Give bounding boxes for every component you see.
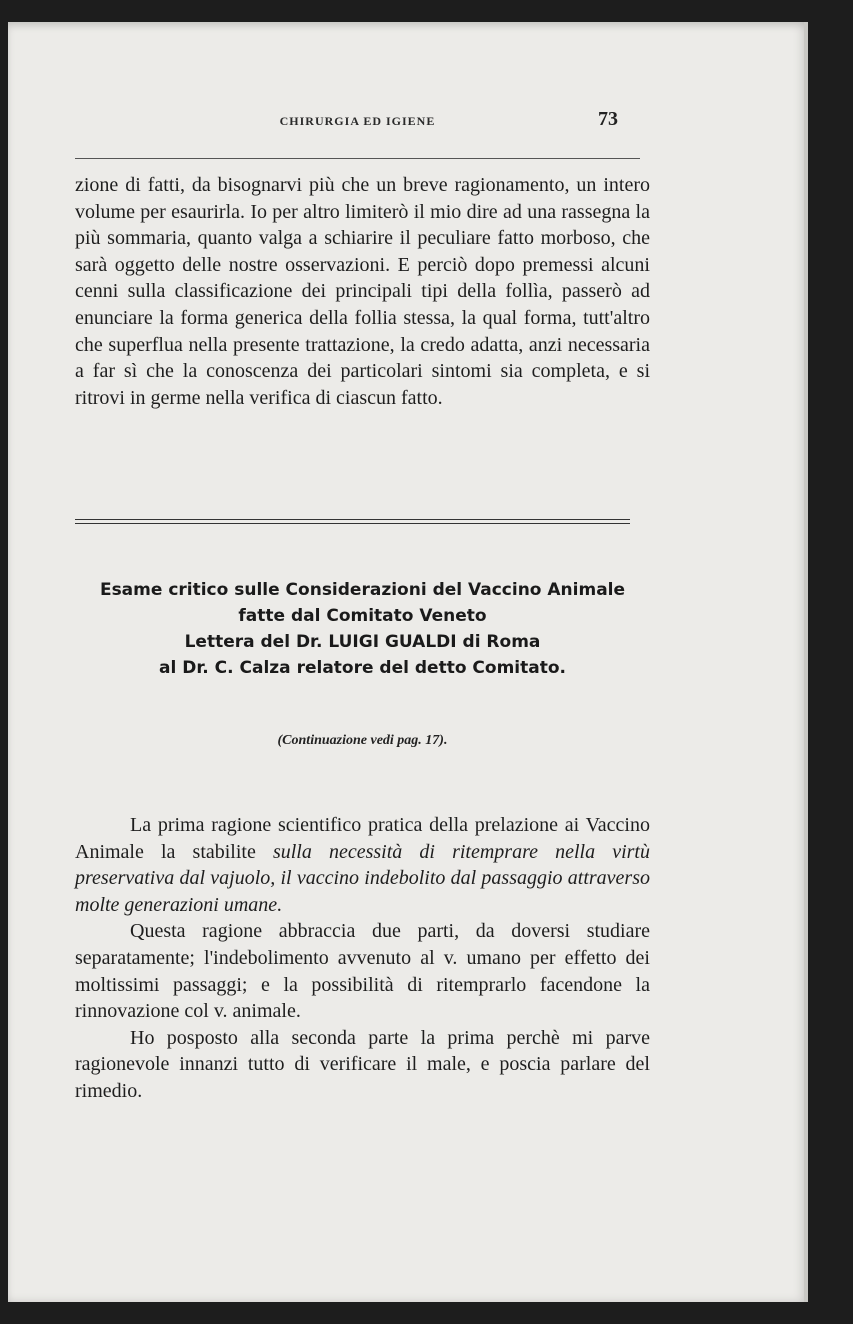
- running-head: CHIRURGIA ED IGIENE: [279, 114, 436, 128]
- title-line-2: fatte dal Comitato Veneto: [238, 606, 487, 626]
- body-paragraph-1-italic: sulla necessità di ritemprare nella virtù preservativa dal vajuolo, il vaccino indebolito dal passaggio attraverso molte generazioni umane.: [75, 840, 650, 916]
- body-paragraph-1-text: La prima ragione scientifico pratica della prelazione ai Vaccino Animale la stabilite: [75, 814, 650, 863]
- title-line-3: Lettera del Dr. LUIGI GUALDI di Roma: [184, 632, 541, 652]
- body-paragraph-2: Questa ragione abbraccia due parti, da doversi studiare separatamente; l'indebolimento avvenuto al v. umano per effetto dei moltissimi passaggi; e la possibilità di ritemprarlo facendone la rinnovazione col v. animale.: [75, 920, 650, 1023]
- continuation-note: (Continuazione vedi pag. 17).: [277, 733, 448, 748]
- page-edge: [804, 22, 808, 1302]
- section-separator-2: [75, 523, 630, 524]
- article-body: [75, 812, 650, 1105]
- title-line-1: Esame critico sulle Considerazioni del Vaccino Animale: [99, 580, 626, 600]
- article-title: [75, 577, 650, 681]
- section-separator: [75, 519, 630, 520]
- intro-paragraph: zione di fatti, da bisognarvi più che un breve ragionamento, un intero volume per esaurirla. Io per altro limiterò il mio dire ad una rassegna la più sommaria, quanto valga a schiarire il peculiare fatto morboso, che sarà oggetto delle nostre osservazioni. E perciò dopo premessi alcuni cenni sulla classificazione dei principali tipi della follìa, passerò ad enunciare la forma generica della follia stessa, la qual forma, tutt'altro che superflua nella presente trattazione, la credo adatta, anzi necessaria a far sì che la conoscenza dei particolari sintomi sia completa, e si ritrovi in germe nella verifica di ciascun fatto.: [75, 174, 650, 409]
- page-header: [75, 108, 640, 138]
- body-paragraph-3: Ho posposto alla seconda parte la prima perchè mi parve ragionevole innanzi tutto di verificare il male, e poscia parlare del rimedio.: [75, 1026, 650, 1102]
- title-line-4: al Dr. C. Calza relatore del detto Comitato.: [159, 658, 566, 678]
- page-number: 73: [598, 108, 618, 130]
- intro-text: [75, 172, 650, 411]
- body-paragraph-1: [75, 812, 650, 918]
- header-rule: [75, 158, 640, 159]
